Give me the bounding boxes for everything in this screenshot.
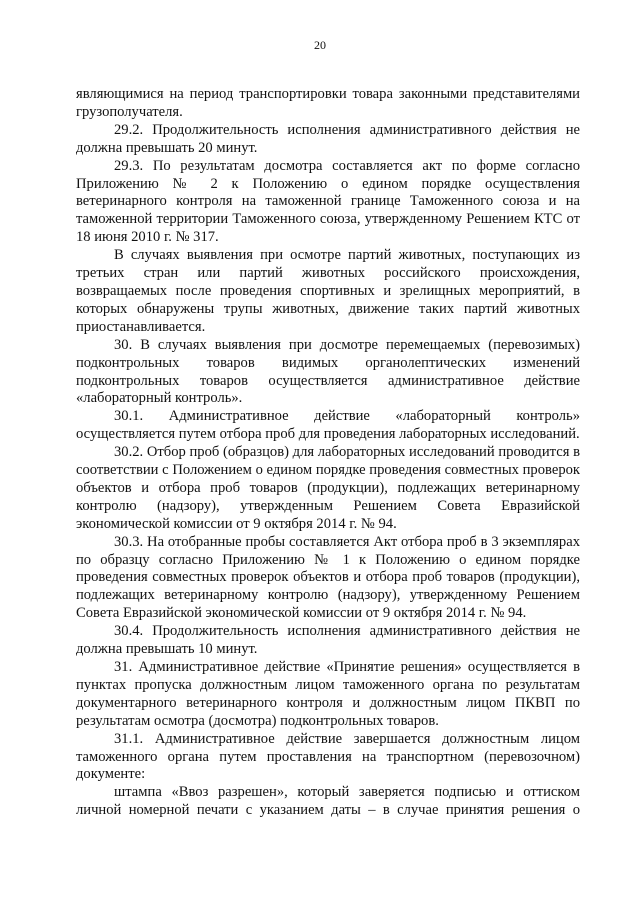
paragraph-30: 30. В случаях выявления при досмотре перемещаемых (перевозимых) подконтрольных товаров видимых органолептических изменений подконтрольных товаров осуществляется административное действие «лабораторный контроль». [76,336,580,407]
paragraph-31-1: 31.1. Административное действие завершается должностным лицом таможенного органа путем проставления на транспортном (перевозочном) документе: [76,730,580,783]
paragraph-stamp: штампа «Ввоз разрешен», который заверяется подписью и оттиском личной номерной печати с указанием даты – в случае принятия решения о [76,784,580,819]
paragraph-30-2: 30.2. Отбор проб (образцов) для лабораторных исследований проводится в соответствии с Положением о едином порядке проведения совместных проверок объектов и отбора проб товаров (продукции), подлежащих ветеринарному контролю (надзору), утвержденным Решением Совета Евразийской экономической комиссии от 9 октября 2014 г. № 94. [76,444,580,532]
paragraph-continuation: являющимися на период транспортировки товара законными представителями грузополучателя. [76,86,580,120]
document-body [76,86,580,820]
page-number: 20 [314,38,326,52]
paragraph-30-4: 30.4. Продолжительность исполнения административного действия не должна превышать 10 минут. [76,623,580,658]
paragraph-animals: В случаях выявления при осмотре партий животных, поступающих из третьих стран или партий животных российского происхождения, возвращаемых после проведения спортивных и зрелищных мероприятий, в которых обнаружены трупы животных, движение таких партий животных приостанавливается. [76,247,580,335]
paragraph-31: 31. Административное действие «Принятие решения» осуществляется в пунктах пропуска должностным лицом таможенного органа по результатам документарного ветеринарного контроля и должностным лицом ПКВП по результатам осмотра (досмотра) подконтрольных товаров. [76,659,580,729]
paragraph-29-3: 29.3. По результатам досмотра составляется акт по форме согласно Приложению № 2 к Положению о едином порядке осуществления ветеринарного контроля на таможенной границе Таможенного союза и на таможенной территории Таможенного союза, утвержденному Решением КТС от 18 июня 2010 г. № 317. [76,157,580,246]
paragraph-29-2: 29.2. Продолжительность исполнения административного действия не должна превышать 20 минут. [76,121,580,156]
paragraph-30-3: 30.3. На отобранные пробы составляется Акт отбора проб в 3 экземплярах по образцу согласно Приложению № 1 к Положению о едином порядке проведения совместных проверок объектов и отбора проб товаров (продукции), подлежащих ветеринарному контролю (надзору), утвержденному Решением Совета Евразийской экономической комиссии от 9 октября 2014 г. № 94. [76,533,580,622]
paragraph-30-1: 30.1. Административное действие «лабораторный контроль» осуществляется путем отбора проб для проведения лабораторных исследований. [76,408,580,443]
